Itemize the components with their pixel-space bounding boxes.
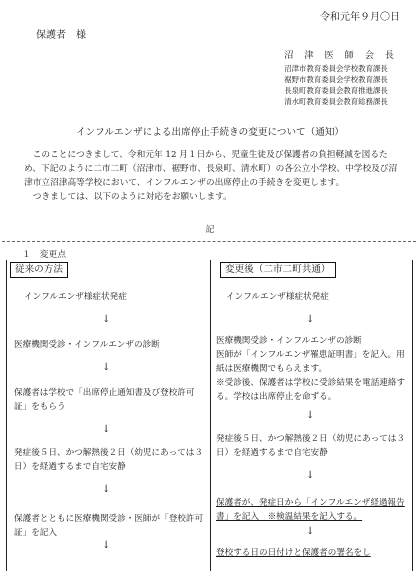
- right-step-rest: 発症後５日、かつ解熱後２日（幼児にあっては３日）を経過するまで自宅安静: [216, 434, 405, 458]
- right-step-phone-contact: ※受診後、保護者は学校に受診結果を電話連絡する。学校は出席停止を命ずる。: [216, 378, 406, 402]
- right-step-doctor-certificate: 医師が「インフルエンザ罹患証明書」を記入。用紙は医療機関でもらえます。: [216, 350, 405, 374]
- right-step-progress-report: 保護者が、発症日から「インフルエンザ経過報告書」を記入 ※検温結果を記入する。: [216, 498, 405, 522]
- right-step-signature: 登校する日の日付けと保護者の署名をし: [216, 548, 371, 558]
- ki-marker: 記: [205, 225, 215, 235]
- dashed-divider: [2, 241, 416, 242]
- left-step-onset: インフルエンザ様症状発症: [24, 292, 127, 302]
- section-label: １ 変更点: [22, 250, 66, 260]
- left-step-diagnosis: 医療機関受診・インフルエンザの診断: [14, 340, 160, 350]
- left-arrow-5: ↓: [102, 540, 111, 551]
- right-column-header: 変更後（二市二町共通）: [220, 262, 336, 278]
- table-border-middle: [210, 260, 211, 571]
- body-paragraph-2: つきましては、以下のように対応をお願いします。: [32, 192, 232, 202]
- right-step-diagnosis: 医療機関受診・インフルエンザの診断: [216, 336, 362, 346]
- left-column-header: 従来の方法: [10, 262, 68, 278]
- document-title: インフルエンザによる出席停止手続きの変更について（通知）: [75, 127, 345, 138]
- right-arrow-2: ↓: [306, 410, 315, 421]
- right-arrow-3: ↓: [306, 470, 315, 481]
- body-paragraph-1: このことにつきまして、令和元年 12 月１日から、児童生徒及び保護者の負担軽減を図るため、下記のように二市二町（沼津市、裾野市、長泉町、清水町）の各公立小学校、中学校及び沼津市立沼津高等学校において、インフルエンザの出席停止の手続きを変更します。: [24, 150, 398, 188]
- table-border-right: [412, 260, 413, 571]
- recipient-line: 保護者 様: [36, 30, 86, 41]
- right-arrow-1: ↓: [306, 314, 315, 325]
- sender-list: [284, 50, 398, 107]
- right-step-onset: インフルエンザ様症状発症: [226, 292, 329, 302]
- left-arrow-3: ↓: [102, 424, 111, 435]
- left-arrow-4: ↓: [102, 484, 111, 495]
- sender-shimizu: 清水町教育委員会教育総務課長: [284, 97, 388, 106]
- left-arrow-1: ↓: [102, 314, 111, 325]
- document-date: 令和元年９月〇日: [320, 12, 400, 23]
- sender-nagaizumi: 長泉町教育委員会教育推進課長: [284, 86, 388, 95]
- left-arrow-2: ↓: [102, 362, 111, 373]
- left-step-certificate: 保護者は学校で「出席停止通知書及び登校許可証」をもらう: [14, 388, 195, 412]
- sender-medical-association: 沼 津 医 師 会 長: [284, 50, 398, 61]
- sender-numazu: 沼津市教育委員会学校教育課長: [284, 64, 388, 73]
- body-text: [24, 148, 400, 204]
- right-arrow-4: ↓: [306, 526, 315, 537]
- sender-susono: 裾野市教育委員会学校教育課長: [284, 75, 388, 84]
- left-step-rest: 発症後５日、かつ解熱後２日（幼児にあっては３日）を経過するまで自宅安静: [14, 448, 203, 472]
- table-border-left: [6, 260, 7, 571]
- left-step-revisit: 保護者とともに医療機関受診・医師が「登校許可証」を記入: [14, 514, 204, 538]
